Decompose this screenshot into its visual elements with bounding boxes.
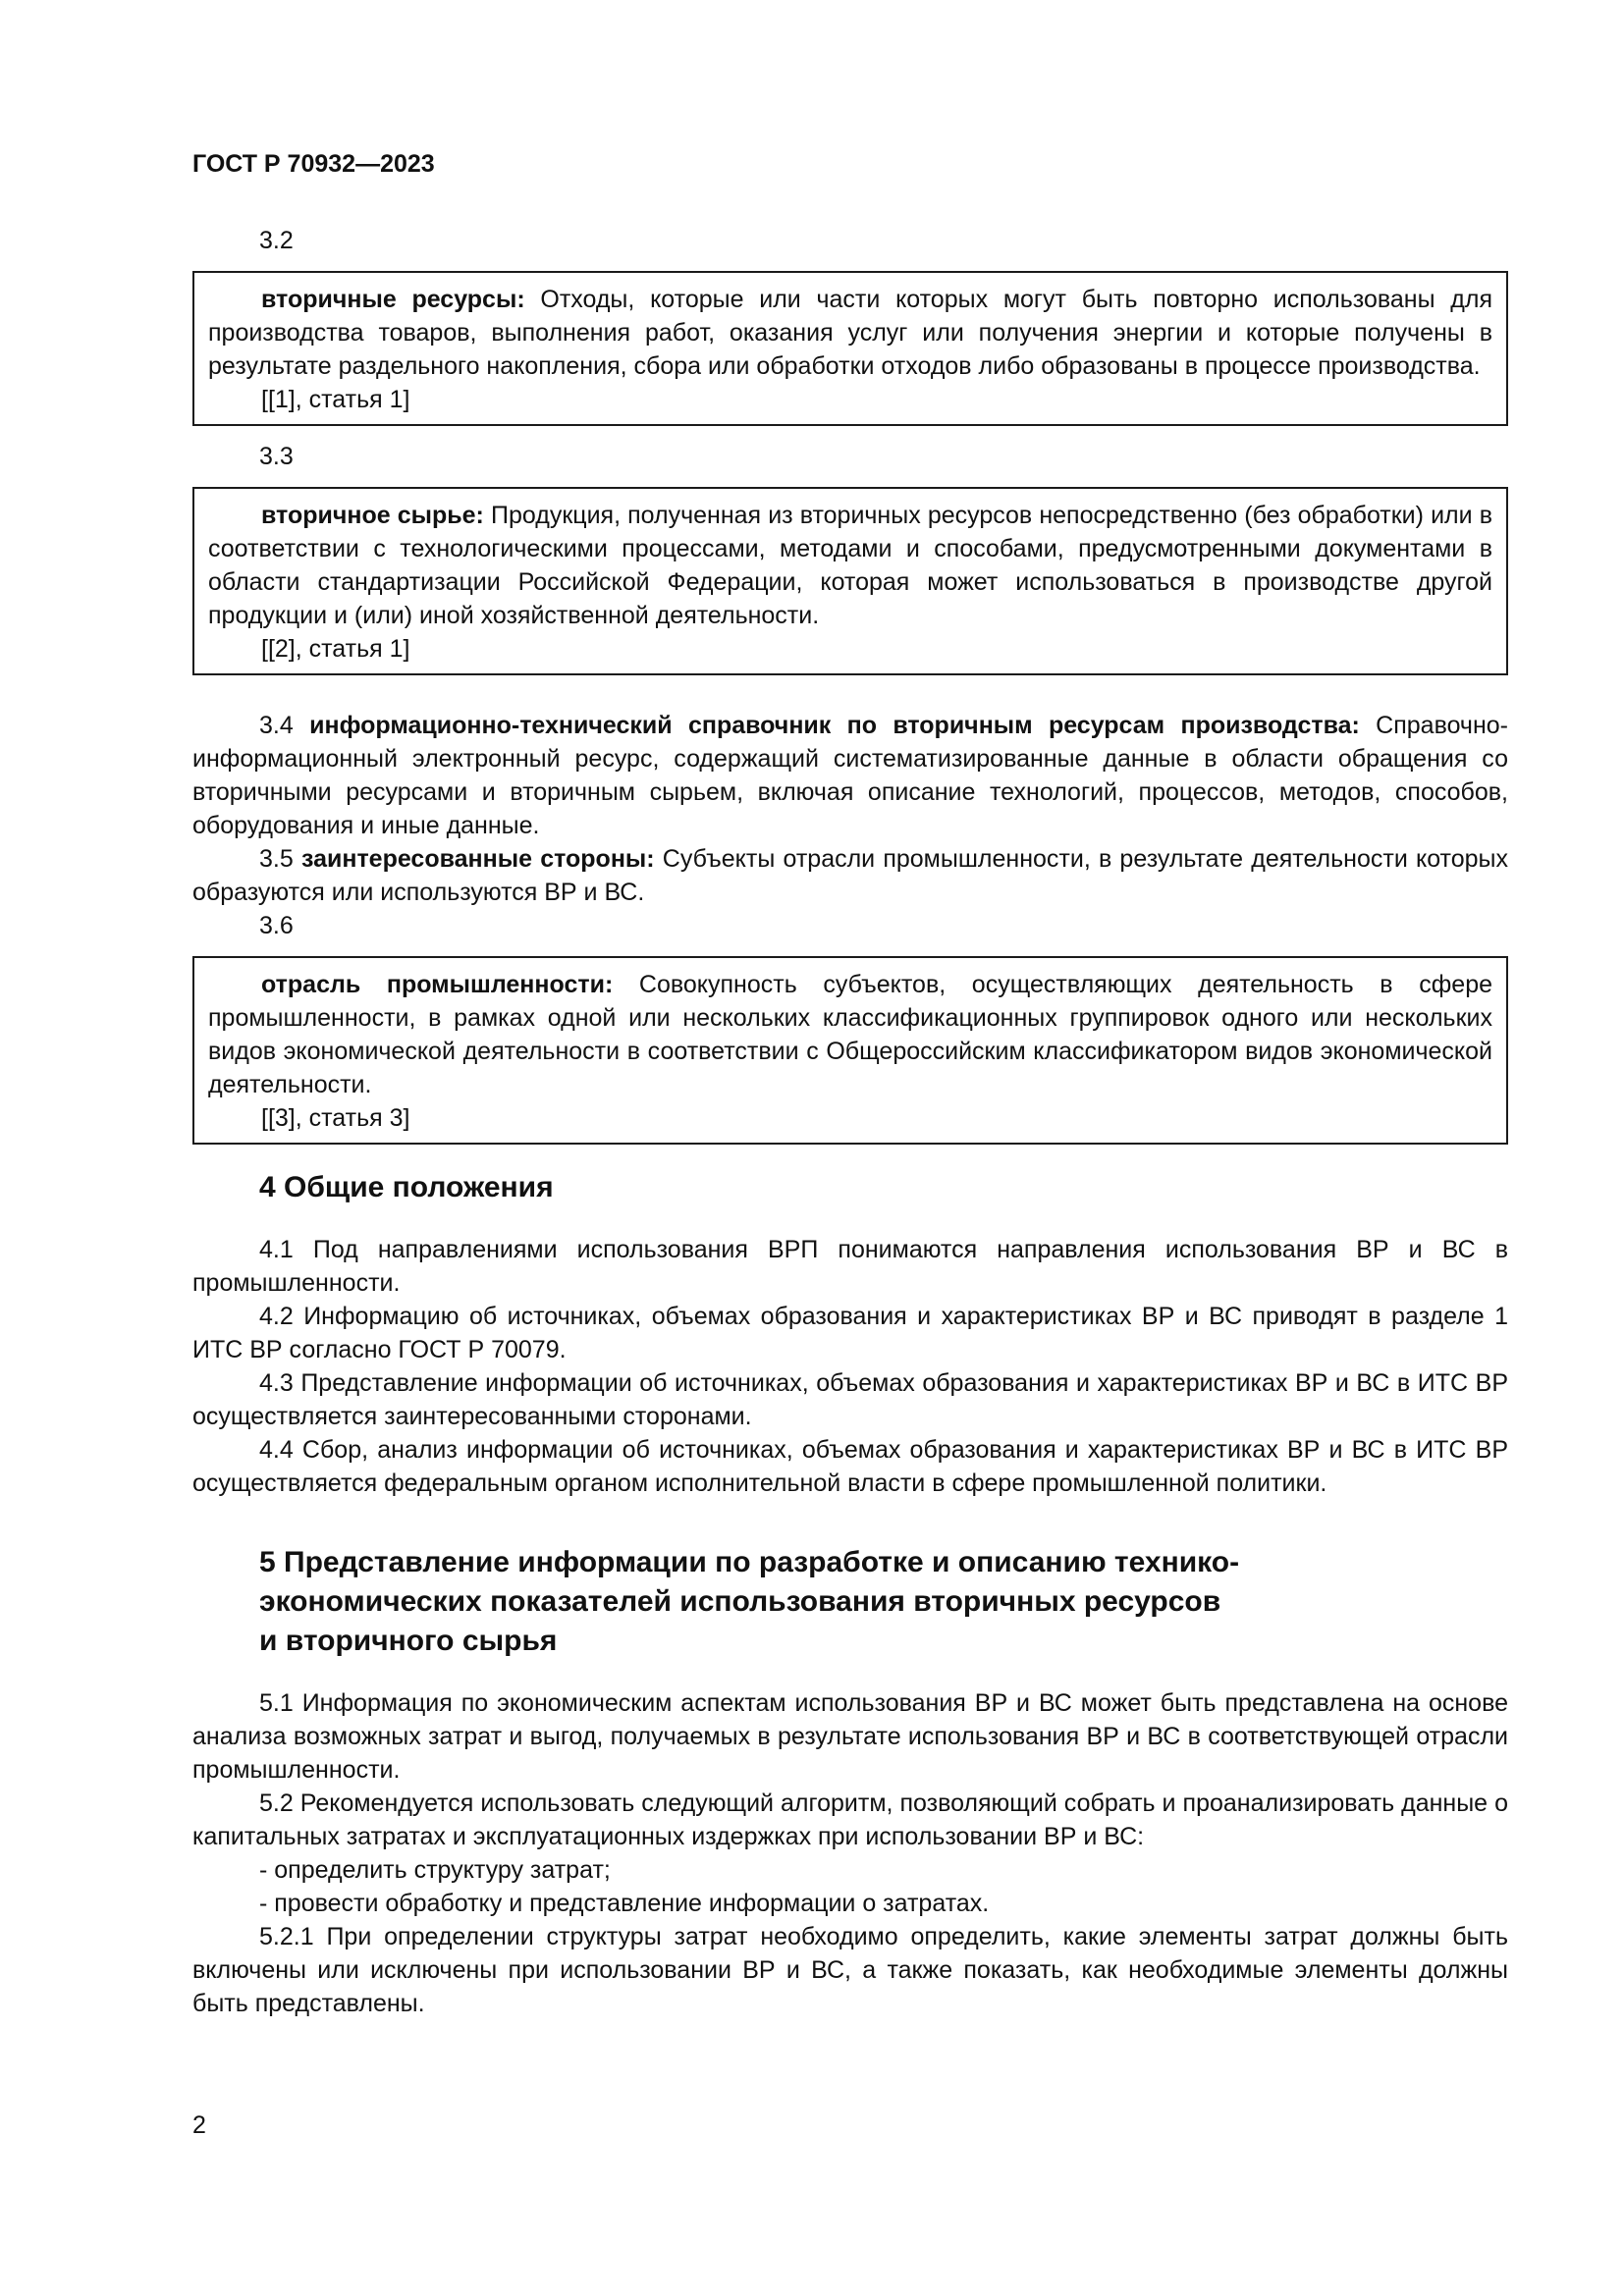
list-item: - определить структуру затрат; (259, 1856, 611, 1884)
section-4-title: 4 Общие положения (259, 1171, 554, 1203)
term-text: Справочно-информационный электронный ресурс, содержащий систематизированные данные в области обращения со вторичными ресурсами и вторичным сырьем, включая описание технологий, процессов, методов, способов, оборудования и иные данные. (192, 712, 1508, 839)
paragraph-4-1: 4.1 Под направлениями использования ВРП понимаются направления использования ВР и ВС в промышленности. (192, 1236, 1508, 1297)
term-source: [[2], статья 1] (261, 635, 410, 663)
term-text: Отходы, которые или части которых могут быть повторно использованы для производства товаров, выполнения работ, оказания услуг или получения энергии и которые получены в результате раздельного накопления, сбора или обработки отходов либо образованы в процессе производства. (208, 286, 1492, 380)
term-box-industry-sector (192, 956, 1508, 1145)
term-number: 3.4 (259, 712, 294, 739)
term-source: [[3], статья 3] (261, 1104, 410, 1132)
list-item: - провести обработку и представление информации о затратах. (259, 1890, 990, 1917)
term-text: Продукция, полученная из вторичных ресурсов непосредственно (без обработки) или в соответствии с технологическими процессами, методами и способами, предусмотренными документами в области стандартизации Российской Федерации, которая может использоваться в производстве другой продукции и (или) иной хозяйственной деятельности. (208, 502, 1492, 629)
term-text: Совокупность субъектов, осуществляющих деятельность в сфере промышленности, в рамках одной или нескольких классификационных группировок одного или нескольких видов экономической деятельности в соответствии с Общероссийским классификатором видов экономической деятельности. (208, 971, 1492, 1098)
paragraph-5-2-1: 5.2.1 При определении структуры затрат необходимо определить, какие элементы затрат должны быть включены или исключены при использовании ВР и ВС, а также показать, как необходимые элементы должны быть представлены. (192, 1923, 1508, 2017)
term-number-3-3: 3.3 (259, 443, 294, 470)
term-label: отрасль промышленности: (261, 971, 614, 998)
paragraph-5-2: 5.2 Рекомендуется использовать следующий алгоритм, позволяющий собрать и проанализировать данные о капитальных затратах и эксплуатационных издержках при использовании ВР и ВС: (192, 1789, 1508, 1850)
term-number-3-2: 3.2 (259, 227, 294, 254)
term-label: вторичное сырье: (261, 502, 484, 529)
section-5-title-line-2: экономических показателей использования вторичных ресурсов (259, 1585, 1221, 1618)
term-definition (208, 968, 1492, 1101)
paragraph-4-4: 4.4 Сбор, анализ информации об источниках, объемах образования и характеристиках ВР и ВС в ИТС ВР осуществляется федеральным органом исполнительной власти в сфере промышленной политики. (192, 1436, 1508, 1497)
term-definition (208, 283, 1492, 383)
paragraph-4-3: 4.3 Представление информации об источниках, объемах образования и характеристиках ВР и ВС в ИТС ВР осуществляется заинтересованными сторонами. (192, 1369, 1508, 1430)
term-label: информационно-технический справочник по вторичным ресурсам производства: (309, 712, 1360, 739)
page-content (192, 147, 1508, 2020)
term-label: вторичные ресурсы: (261, 286, 525, 313)
term-paragraph-3-4 (192, 709, 1508, 842)
term-number: 3.5 (259, 845, 294, 873)
term-label: заинтересованные стороны: (300, 845, 655, 873)
term-box-secondary-raw-materials (192, 487, 1508, 675)
page-number: 2 (192, 2111, 206, 2139)
term-number-3-6: 3.6 (259, 912, 294, 939)
term-box-secondary-resources (192, 271, 1508, 426)
document-id-header: ГОСТ Р 70932—2023 (192, 150, 435, 178)
spacer (192, 689, 1508, 709)
term-text: Субъекты отрасли промышленности, в результате деятельности которых образуются или используются ВР и ВС. (192, 845, 1508, 906)
term-source: [[1], статья 1] (261, 386, 410, 413)
section-5-title (192, 1543, 1508, 1661)
paragraph-4-2: 4.2 Информацию об источниках, объемах образования и характеристиках ВР и ВС приводят в разделе 1 ИТС ВР согласно ГОСТ Р 70079. (192, 1303, 1508, 1363)
paragraph-5-1: 5.1 Информация по экономическим аспектам использования ВР и ВС может быть представлена на основе анализа возможных затрат и выгод, получаемых в результате использования ВР и ВС в соответствующей отрасли промышленности. (192, 1689, 1508, 1784)
section-5-title-line-1: 5 Представление информации по разработке и описанию технико- (259, 1546, 1240, 1578)
term-paragraph-3-5 (192, 842, 1508, 909)
section-5-title-line-3: и вторичного сырья (259, 1625, 558, 1657)
term-definition (208, 499, 1492, 632)
